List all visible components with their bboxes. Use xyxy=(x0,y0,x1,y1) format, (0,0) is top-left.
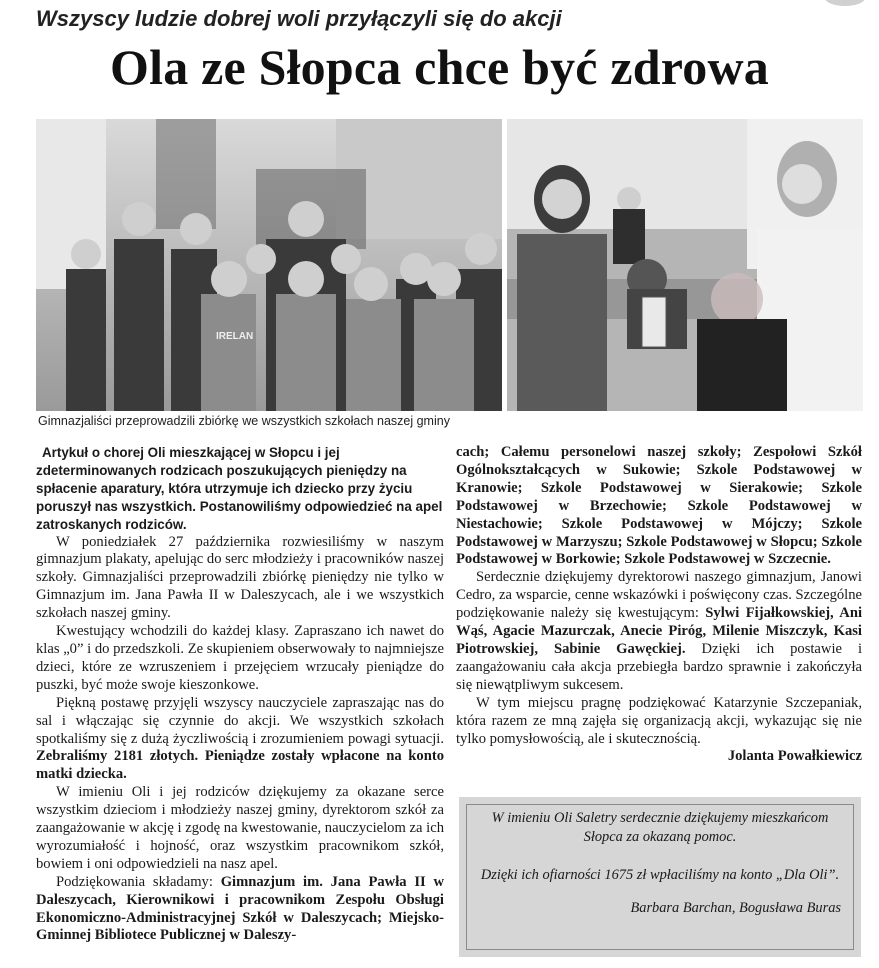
article-column-right xyxy=(456,444,862,766)
thank-you-line-2: Dzięki ich ofiarności 1675 zł wpłaciliśmy na konto „Dla Oli”. xyxy=(480,867,840,883)
paragraph-3-text: Piękną postawę przyjęli wszyscy nauczyciele zapraszając nas do sal i włączając się czynnie do akcji. We wszystkich szkołach spotkaliśmy się z dużą życzliwością i zrozumieniem powagi sytuacji. xyxy=(36,694,444,747)
paragraph-6-names: Sylwi Fijałkowskiej, Ani Wąś, Agacie Mazurczak, Anecie Piróg, Milenie Miszczyk, Kasi Piotrowskiej, Sabinie Gawęckiej. xyxy=(456,605,863,657)
shirt-text: IRELAN xyxy=(216,331,254,342)
article-column-left xyxy=(36,444,444,945)
paragraph-1: W poniedziałek 27 października rozwiesiliśmy w naszym gimnazjum plakaty, apelując do serc młodzieży i pracowników naszej szkoły. Gimnazjaliści przeprowadzili zbiórkę pieniędzy nie tylko w Gimnazjum im. Jana Pawła II w Daleszycach, ale i we wszystkich szkołach naszej gminy. xyxy=(36,533,444,622)
article-lead: Artykuł o chorej Oli mieszkającej w Słopcu i jej zdeterminowanych rodzicach poszukujących pieniędzy na spłacenie aparatury, która utrzymuje ich dziecko przy życiu poruszył nas wszystkich. Postanowiliśmy odpowiedzieć na apel zatroskanych rodziców. xyxy=(36,445,443,532)
paragraph-5-continued xyxy=(456,444,862,569)
paragraph-5-thanks-list: Gimnazjum im. Jana Pawła II w Daleszycach, Kierownikowi i pracownikom Zespołu Obsługi Ekonomiczno-Administracyjnej Szkół w Daleszycach; Miejsko-Gminnej Bibliotece Publicznej w Daleszy- xyxy=(36,873,445,944)
thank-you-signature: Barbara Barchan, Bogusława Buras xyxy=(630,900,841,916)
paragraph-6-text: Serdecznie dziękujemy dyrektorowi naszego gimnazjum, Janowi Cedro, za wsparcie, cenne wskazówki i poświęcony czas. Szczególne podziękowanie należy się kwestującym: xyxy=(456,569,862,622)
thank-you-box xyxy=(459,797,861,957)
paragraph-6-end: Dzięki ich postawie i zaangażowaniu cała akcja przebiegła bardzo sprawnie i zakończyła się niewątpliwym sukcesem. xyxy=(456,640,863,693)
paragraph-2: Kwestujący wchodzili do każdej klasy. Zapraszano ich nawet do klas „0” i do przedszkoli. Ze skupieniem obserwowały to najmniejsze dzieci, które ze wzruszeniem i przejęciem wrzucały pieniądze do puszki, być może swoje kieszonkowe. xyxy=(36,623,444,693)
photo-children-group xyxy=(36,119,502,411)
thank-you-line-1: W imieniu Oli Saletry serdecznie dziękujemy mieszkańcom Słopca za okazaną pomoc. xyxy=(491,810,829,845)
paragraph-3 xyxy=(36,695,444,785)
author-signature: Jolanta Powałkiewicz xyxy=(727,748,862,765)
paragraph-5-thanks-list-cont: cach; Całemu personelowi naszej szkoły; Zespołowi Szkół Ogólnokształcących w Sukowie; Szkole Podstawowej w Kranowie; Szkole Podstawowej w Sierakowie; Szkole Podstawowej w Brzechowie; Szkole Podstawowej w Niestachowie; Szkole Podstawowej w Mójczy; Szkole Podstawowej w Marzyszu; Szkole Podstawowej w Słopcu; Szkole Podstawowej w Borkowie; Szkole Podstawowej w Szczecnie. xyxy=(456,444,862,568)
article-kicker: Wszyscy ludzie dobrej woli przyłączyli się do akcji xyxy=(36,6,562,31)
paragraph-4: W imieniu Oli i jej rodziców dziękujemy za okazane serce wszystkim dzieciom i młodzieży naszej gminy, dyrektorom szkół za zaangażowanie w akcję i zgodę na kwestowanie, nauczycielom za ich wyrozumiałość i hojność, oraz wszystkim pracownikom szkół, bowiem i oni odpowiedzieli na nasz apel. xyxy=(36,784,444,872)
article-headline: Ola ze Słopca chce być zdrowa xyxy=(110,39,769,95)
paragraph-5-intro: Podziękowania składamy: xyxy=(56,873,213,890)
paragraph-6 xyxy=(456,569,862,694)
paragraph-7: W tym miejscu pragnę podziękować Katarzynie Szczepaniak, która razem ze mną zajęła się organizacją akcji, wykazując się nie tylko pomysłowością, ale i skutecznością. xyxy=(456,694,862,747)
photo-caption: Gimnazjaliści przeprowadzili zbiórkę we wszystkich szkołach naszej gminy xyxy=(38,414,450,428)
photo-collection-classroom xyxy=(507,119,863,411)
paragraph-3-bold: Zebraliśmy 2181 złotych. Pieniądze zostały wpłacone na konto matki dziecka. xyxy=(36,748,444,783)
paragraph-5 xyxy=(36,874,444,946)
